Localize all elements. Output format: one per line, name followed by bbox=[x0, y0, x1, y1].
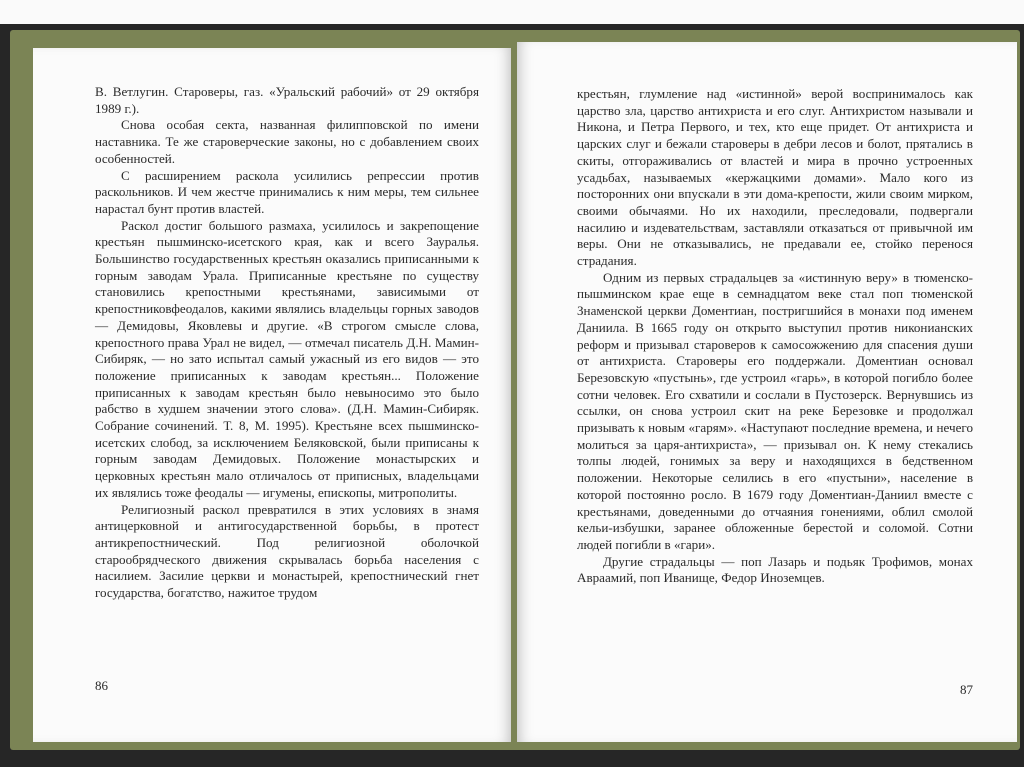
left-paragraph-2: Снова особая секта, названная филипповской по имени наставника. Те же староверческие законы, но с добавлением своих особенностей. bbox=[95, 117, 479, 166]
right-paragraph-1: крестьян, глумление над «истинной» верой воспринималось как царство зла, царство антихриста и его слуг. Антихристом называли и Никона, и Петра Первого, и тех, кто еще придет. От антихриста и царских слуг и бежали староверы в дебри лесов и болот, прятались в скиты, отгораживались от властей и мира в прочно устроенных усадьбах, называемых «кержацкими домами». Мало кого из посторонних они впускали в эти дома-крепости, жили своим мирком, своими обычаями. Но их находили, преследовали, подвергали насилию и издевательствам, заставляли отказаться от привычной им веры. Они не отказывались, не предавали ее, стойко перенося страдания. bbox=[577, 86, 973, 269]
right-paragraph-3: Другие страдальцы — поп Лазарь и подьяк Трофимов, монах Авраамий, поп Иванище, Федор Иноземцев. bbox=[577, 553, 973, 586]
right-paragraph-2: Одним из первых страдальцев за «истинную веру» в тюменско-пышминском крае еще в семнадцатом веке стал поп тюменской Знаменской церкви Доментиан, постригшийся в монахи под именем Даниила. В 1665 году он открыто выступил против никонианских реформ и призывал староверов к самосожжению для спасения души от антихриста. Староверы его поддержали. Доментиан основал Березовскую «пустынь», где устроил «гарь», в которой погибло более сотни человек. Его схватили и сослали в Пустозерск. Вернувшись из ссылки, он снова устроил скит на реке Березовке и продолжал призывать к новым «гарям». «Наступают последние времена, и нечего молиться за царя-антихриста», — призывал он. К нему стекались толпы людей, гонимых за веру и находящихся в бедственном положении. Некоторые селились в его «пустыни», население в которой постоянно росло. В 1679 году Доментиан-Даниил вместе с крестьянами, доведенными до отчаяния гонениями, облил смолой кельи-избушки, заранее обложенные берестой и соломой. Сотни людей погибли в «гари». bbox=[577, 269, 973, 552]
left-paragraph-1: В. Ветлугин. Староверы, газ. «Уральский рабочий» от 29 октября 1989 г.). bbox=[95, 84, 479, 116]
left-paragraph-5: Религиозный раскол превратился в этих условиях в знамя антицерковной и антигосударственной борьбы, в протест антикрепостнический. Под религиозной оболочкой старообрядческого движения скрывалась борьба населения с насилием. Засилие церкви и монастырей, крепостнический гнет государства, богатство, нажитое трудом bbox=[95, 501, 479, 601]
right-page bbox=[517, 42, 1017, 742]
right-page-number: 87 bbox=[960, 682, 973, 697]
left-page-number: 86 bbox=[95, 678, 108, 693]
scan-top-margin bbox=[0, 0, 1024, 24]
left-page bbox=[33, 48, 511, 742]
left-paragraph-4: Раскол достиг большого размаха, усилилось и закрепощение крестьян пышминско-исетского края, как и всего Зауралья. Большинство государственных крестьян оказались приписанными к горным заводам Урала. Приписанные крестьяне по существу становились крепостными крестьянами, зависимыми от крепостниковфеодалов, какими являлись владельцы горных заводов — Демидовы, Яковлевы и другие. «В строгом смысле слова, крепостного права Урал не видел, — отмечал писатель Д.Н. Мамин-Сибиряк, — но зато испытал самый ужасный из его видов — это положение приписанных к заводам крестьян... Положение приписанных к заводам крестьян было невыносимо это было рабство в худшем значении этого слова». (Д.Н. Мамин-Сибиряк. Собрание сочинений. Т. 8, М. 1995). Крестьяне всех пышминско-исетских слобод, за исключением Беляковской, были приписаны к горным заводам Демидовых. Положение монастырских и церковных крестьян мало отличалось от приписных, владельцами их являлись тоже феодалы — игумены, епископы, митрополиты. bbox=[95, 217, 479, 500]
left-paragraph-3: С расширением раскола усилились репрессии против раскольников. И чем жестче принимались к ним меры, тем сильнее нарастал бунт против властей. bbox=[95, 167, 479, 216]
